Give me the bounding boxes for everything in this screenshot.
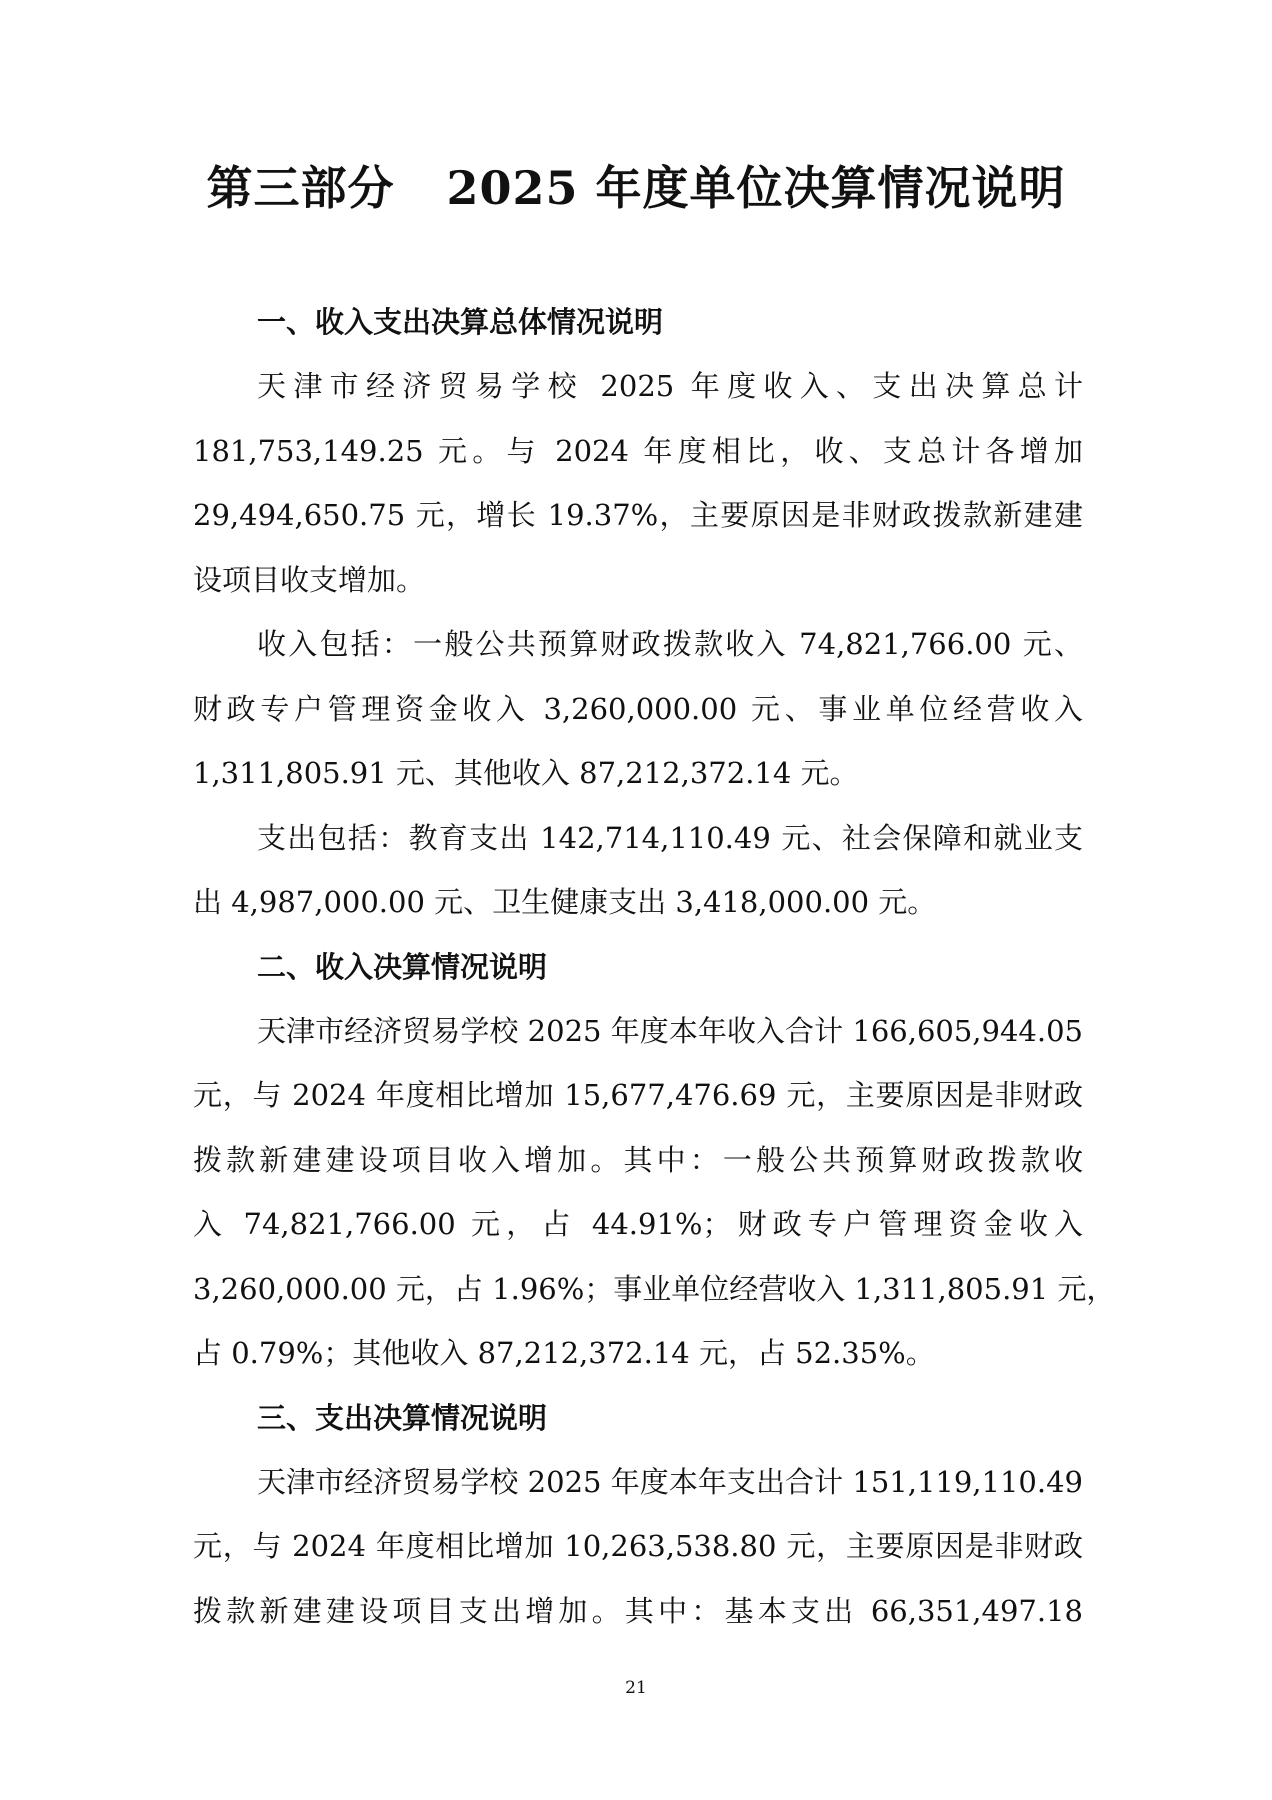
paragraph-line: 元，与 2024 年度相比增加 10,263,538.80 元，主要原因是非财政 [193,1529,1083,1563]
paragraph-line: 3,260,000.00 元，占 1.96%；事业单位经营收入 1,311,805.91 元， [193,1271,1116,1306]
paragraph-line: 设项目收支增加。 [193,562,426,597]
paragraph-line: 29,494,650.75 元，增长 19.37%，主要原因是非财政拨款新建建 [193,498,1083,532]
section-heading: 二、收入决算情况说明 [257,949,548,984]
paragraph-line: 天津市经济贸易学校 2025 年度收入、支出决算总计 [257,369,1083,403]
title-part: 第三部分 [206,161,395,215]
section-heading: 一、收入支出决算总体情况说明 [257,305,664,339]
paragraph-line: 占 0.79%；其他收入 87,212,372.14 元，占 52.35%。 [193,1336,935,1370]
paragraph-line: 元，与 2024 年度相比增加 15,677,476.69 元，主要原因是非财政 [193,1078,1083,1112]
title-name: 2025 年度单位决算情况说明 [446,161,1066,215]
page-number: 21 [625,1678,647,1698]
paragraph-line: 天津市经济贸易学校 2025 年度本年支出合计 151,119,110.49 [257,1464,1083,1499]
paragraph-line: 财政专户管理资金收入 3,260,000.00 元、事业单位经营收入 [193,691,1083,726]
paragraph-line: 181,753,149.25 元。与 2024 年度相比，收、支总计各增加 [193,433,1083,468]
paragraph-line: 入 74,821,766.00 元，占 44.91%；财政专户管理资金收入 [193,1207,1083,1241]
section-heading: 三、支出决算情况说明 [257,1400,548,1435]
paragraph-line: 1,311,805.91 元、其他收入 87,212,372.14 元。 [193,756,859,790]
paragraph-line: 拨款新建建设项目收入增加。其中：一般公共预算财政拨款收 [193,1142,1083,1177]
paragraph-line: 拨款新建建设项目支出增加。其中：基本支出 66,351,497.18 [193,1593,1083,1628]
page-title [0,158,1272,218]
paragraph-line: 出 4,987,000.00 元、卫生健康支出 3,418,000.00 元。 [193,885,937,919]
document-body [193,290,1116,1643]
paragraph-line: 天津市经济贸易学校 2025 年度本年收入合计 166,605,944.05 [257,1013,1083,1048]
paragraph-line: 支出包括：教育支出 142,714,110.49 元、社会保障和就业支 [257,820,1083,855]
paragraph-line: 收入包括：一般公共预算财政拨款收入 74,821,766.00 元、 [257,627,1083,661]
